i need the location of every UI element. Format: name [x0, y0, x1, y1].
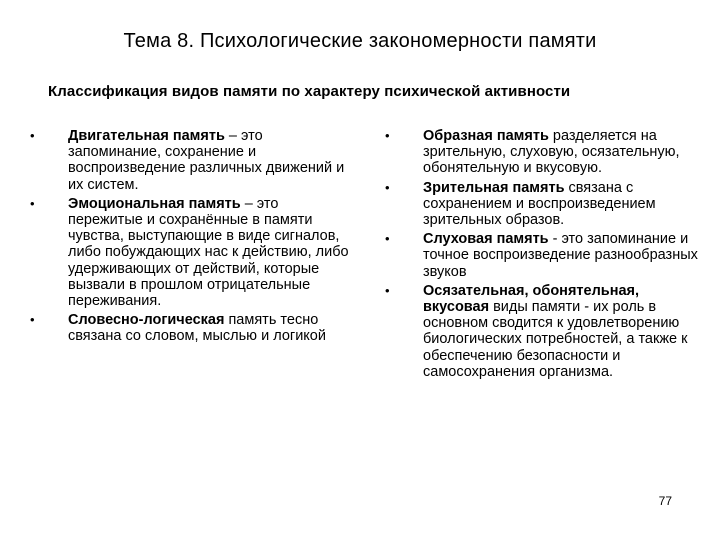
list-item-auditory-memory	[385, 231, 707, 280]
definition-text: - это запоминание и точное воспроизведение разнообразных звуков	[423, 231, 698, 280]
term-label: Эмоциональная память	[68, 195, 241, 212]
left-column-list	[30, 128, 352, 348]
bullet-icon: •	[30, 312, 35, 328]
bullet-icon: •	[30, 195, 35, 211]
definition-text: разделяется на зрительную, слуховую, осязательную, обонятельную и вкусовую.	[423, 128, 680, 177]
bullet-icon: •	[385, 179, 390, 195]
right-column-list	[385, 128, 707, 383]
page-number: 77	[658, 494, 672, 508]
term-label: Словесно-логическая	[68, 312, 225, 329]
list-item-verbal-logical-memory	[30, 312, 352, 344]
slide-subtitle: Классификация видов памяти по характеру психической активности	[48, 83, 571, 100]
list-item-figurative-memory	[385, 128, 707, 177]
slide-title: Тема 8. Психологические закономерности памяти	[123, 30, 597, 52]
bullet-icon: •	[385, 282, 390, 298]
term-label: Осязательная, обонятельная, вкусовая	[423, 282, 640, 316]
term-label: Слуховая память	[423, 231, 549, 248]
definition-text: – это запоминание, сохранение и воспроизведение различных движений и их систем.	[68, 128, 345, 193]
list-item-emotional-memory	[30, 196, 352, 309]
definition-text: память тесно связана со словом, мыслью и логикой	[68, 312, 326, 345]
term-label: Зрительная память	[423, 179, 565, 196]
definition-text: связана с сохранением и воспроизведением зрительных образов.	[423, 179, 656, 229]
bullet-icon: •	[385, 128, 390, 143]
definition-text: – это пережитые и сохранённые в памяти чувства, выступающие в виде сигналов, либо побуждающих нас к действию, либо удерживающих от действий, которые вызвали в прошлом отрицательные переживания.	[68, 195, 349, 310]
definition-text: виды памяти - их роль в основном сводится к удовлетворению биологических потребностей, а также к обеспечению безопасности и самосохранения организма.	[423, 299, 688, 380]
bullet-icon: •	[30, 128, 35, 143]
list-item-motor-memory	[30, 128, 352, 193]
list-item-visual-memory	[385, 180, 707, 229]
list-item-tactile-olfactory-gustatory-memory	[385, 283, 707, 380]
bullet-icon: •	[385, 231, 390, 247]
term-label: Двигательная память	[68, 128, 225, 144]
term-label: Образная память	[423, 128, 549, 144]
